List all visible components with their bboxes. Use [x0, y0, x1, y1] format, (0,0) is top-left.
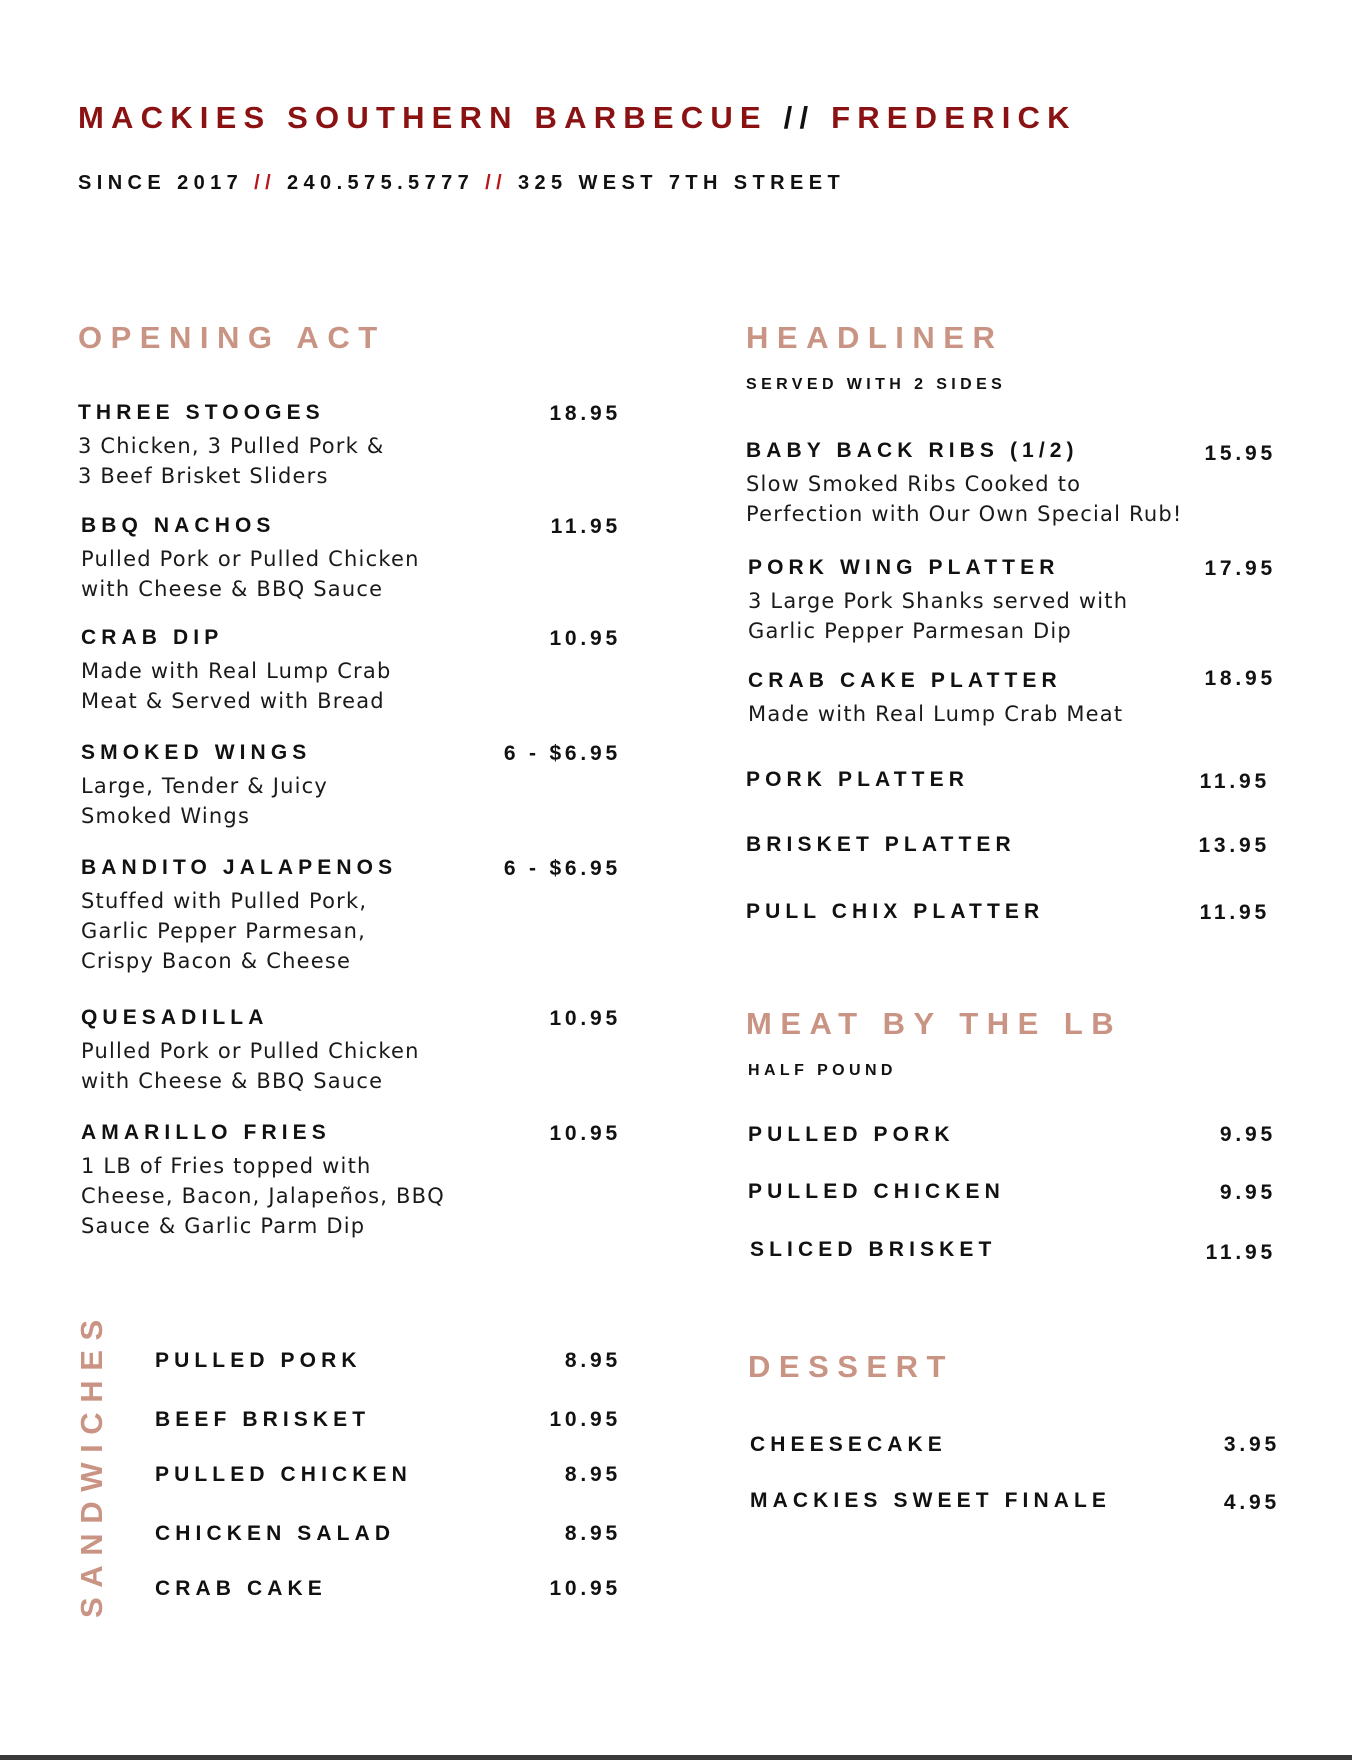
menu-item-description: 1 LB of Fries topped with Cheese, Bacon, Jalapeños, BBQ Sauce & Garlic Parm Dip [81, 1154, 445, 1238]
menu-item-price: 13.95 [1198, 834, 1270, 857]
menu-item-name: BABY BACK RIBS (1/2) [746, 439, 1079, 462]
menu-item [81, 1120, 445, 1241]
menu-item-name: BANDITO JALAPENOS [81, 856, 398, 879]
menu-item [81, 855, 397, 976]
menu-item-description: 3 Large Pork Shanks served with Garlic Pepper Parmesan Dip [748, 589, 1129, 643]
menu-item-description: Large, Tender & Juicy Smoked Wings [81, 774, 329, 828]
title-city: FREDERICK [831, 100, 1077, 135]
menu-item-name: CHEESECAKE [750, 1433, 947, 1456]
menu-item-name: PULLED CHICKEN [155, 1463, 412, 1486]
menu-item [155, 1348, 362, 1374]
menu-item-name: PULLED PORK [748, 1123, 955, 1146]
menu-item [746, 899, 1044, 925]
menu-item-name: PULLED PORK [155, 1349, 362, 1372]
menu-item-description: Slow Smoked Ribs Cooked to Perfection with Our Own Special Rub! [746, 472, 1183, 526]
menu-item-price: 9.95 [1219, 1123, 1276, 1146]
menu-item [750, 1488, 1111, 1514]
since-year: SINCE 2017 [78, 172, 244, 194]
menu-item-price: 15.95 [1204, 442, 1276, 465]
menu-item [81, 740, 328, 831]
menu-item [155, 1407, 370, 1433]
menu-item-price: 10.95 [549, 1122, 621, 1145]
menu-item-price: 9.95 [1219, 1181, 1276, 1204]
street-address: 325 WEST 7TH STREET [517, 172, 846, 194]
menu-item-price: 8.95 [564, 1522, 621, 1545]
menu-item-name: CRAB CAKE [155, 1577, 327, 1600]
restaurant-info-line [78, 172, 845, 195]
title-main: MACKIES SOUTHERN BARBECUE [78, 100, 768, 135]
section-subheading: SERVED WITH 2 SIDES [746, 376, 1007, 393]
menu-item-price: 8.95 [564, 1349, 621, 1372]
phone-number: 240.575.5777 [287, 172, 475, 194]
menu-item [750, 1432, 947, 1458]
menu-item-name: BEEF BRISKET [155, 1408, 371, 1431]
menu-item-description: Pulled Pork or Pulled Chicken with Cheese & BBQ Sauce [81, 1039, 420, 1093]
menu-item [746, 438, 1183, 529]
menu-item [748, 1122, 955, 1148]
menu-item-price: 8.95 [564, 1463, 621, 1486]
menu-item-name: CRAB CAKE PLATTER [748, 669, 1062, 692]
menu-item [81, 625, 392, 716]
menu-item-name: AMARILLO FRIES [81, 1121, 331, 1144]
menu-item-description: Made with Real Lump Crab Meat & Served with Bread [81, 659, 392, 713]
menu-item-price: 11.95 [1199, 770, 1270, 793]
menu-item-name: PORK WING PLATTER [748, 556, 1060, 579]
section-heading-meat-by-the-lb: MEAT BY THE LB [746, 1006, 1123, 1041]
section-heading-opening-act: OPENING ACT [78, 320, 386, 355]
title-separator: // [767, 100, 832, 135]
menu-item-name: SMOKED WINGS [81, 741, 312, 764]
menu-item-name: THREE STOOGES [78, 401, 325, 424]
info-separator: // [243, 172, 287, 194]
menu-item-price: 11.95 [1205, 1241, 1276, 1264]
menu-item [155, 1576, 327, 1602]
menu-item [748, 668, 1123, 729]
menu-item-name: PORK PLATTER [746, 768, 969, 791]
menu-item [748, 1179, 1005, 1205]
menu-item-name: CHICKEN SALAD [155, 1522, 396, 1545]
menu-item-price: 10.95 [549, 1007, 621, 1030]
menu-item [746, 767, 969, 793]
menu-item-name: PULL CHIX PLATTER [746, 900, 1045, 923]
menu-item-price: 18.95 [549, 402, 621, 425]
menu-item-name: PULLED CHICKEN [748, 1180, 1005, 1203]
menu-item-price: 10.95 [549, 627, 621, 650]
menu-item-name: MACKIES SWEET FINALE [750, 1489, 1112, 1512]
menu-item [78, 400, 384, 491]
menu-item-name: BBQ NACHOS [81, 514, 276, 537]
menu-item-name: BRISKET PLATTER [746, 833, 1016, 856]
menu-item-price: 6 - $6.95 [503, 742, 621, 765]
info-separator: // [474, 172, 518, 194]
menu-item-price: 11.95 [1199, 901, 1270, 924]
menu-item [750, 1237, 996, 1263]
menu-item-description: Stuffed with Pulled Pork, Garlic Pepper Parmesan, Crispy Bacon & Cheese [81, 889, 368, 973]
menu-item-price: 11.95 [550, 515, 621, 538]
menu-item-description: Pulled Pork or Pulled Chicken with Cheese & BBQ Sauce [81, 547, 420, 601]
menu-item-description: Made with Real Lump Crab Meat [748, 702, 1124, 726]
page-bottom-border [0, 1755, 1352, 1760]
menu-item [746, 832, 1016, 858]
section-heading-dessert: DESSERT [748, 1349, 954, 1384]
menu-item-price: 10.95 [549, 1408, 621, 1431]
section-subheading: HALF POUND [748, 1062, 897, 1079]
menu-item-name: QUESADILLA [81, 1006, 269, 1029]
menu-item [748, 555, 1128, 646]
menu-item [155, 1462, 412, 1488]
menu-item-price: 18.95 [1204, 667, 1276, 690]
menu-item-price: 3.95 [1223, 1433, 1280, 1456]
menu-item [81, 1005, 420, 1096]
menu-item-name: CRAB DIP [81, 626, 224, 649]
restaurant-title [78, 100, 1077, 136]
section-heading-headliner: HEADLINER [746, 320, 1004, 355]
menu-item-price: 4.95 [1223, 1491, 1280, 1514]
menu-item-description: 3 Chicken, 3 Pulled Pork & 3 Beef Brisket Sliders [78, 434, 385, 488]
menu-item-price: 10.95 [549, 1577, 621, 1600]
menu-item-price: 17.95 [1204, 557, 1276, 580]
section-heading-sandwiches: SANDWICHES [74, 1310, 109, 1618]
menu-item [155, 1521, 395, 1547]
menu-item-price: 6 - $6.95 [503, 857, 621, 880]
menu-item-name: SLICED BRISKET [750, 1238, 997, 1261]
menu-item [81, 513, 420, 604]
